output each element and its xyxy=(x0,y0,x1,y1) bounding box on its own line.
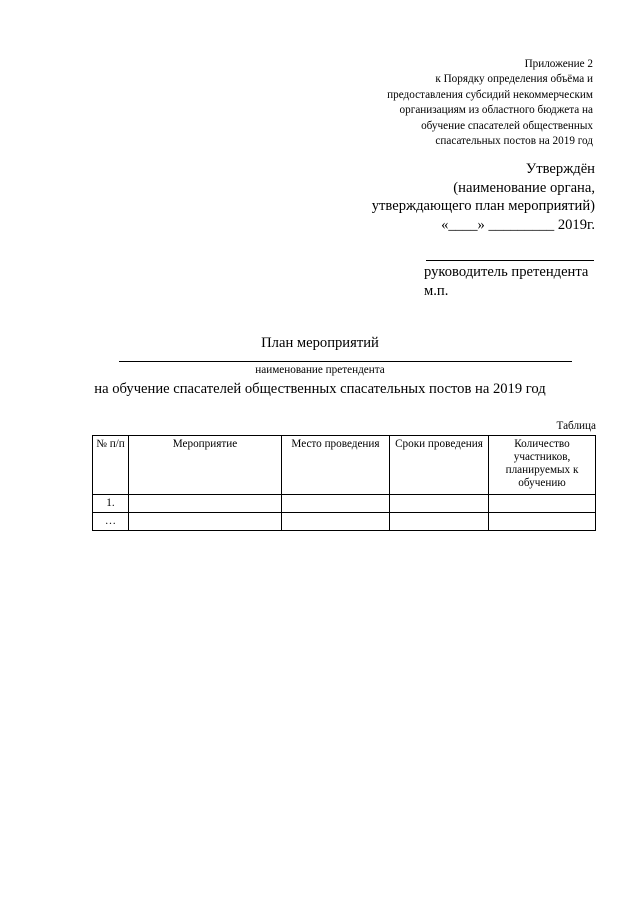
stamp-placeholder: м.п. xyxy=(424,283,449,299)
table-caption: Таблица xyxy=(556,420,596,432)
header-dates: Сроки проведения xyxy=(390,436,489,495)
table-cell xyxy=(489,495,596,513)
approval-line: утверждающего план мероприятий) xyxy=(371,198,595,214)
approval-line: (наименование органа, xyxy=(453,179,595,196)
signature-line xyxy=(426,260,594,261)
plan-subtitle: на обучение спасателей общественных спасательных постов на 2019 год xyxy=(94,381,546,397)
header-number: № п/п xyxy=(93,436,129,495)
appendix-line: спасательных постов на 2019 год xyxy=(435,135,593,148)
appendix-line: организациям из областного бюджета на xyxy=(399,104,593,117)
applicant-name-line xyxy=(119,361,572,362)
approval-block xyxy=(315,160,595,234)
table-cell xyxy=(129,513,282,531)
appendix-line: предоставления субсидий некоммерческим xyxy=(387,88,593,101)
signature-position: руководитель претендента xyxy=(424,264,589,280)
table-cell: … xyxy=(93,513,129,531)
header-event: Мероприятие xyxy=(129,436,282,495)
table-row xyxy=(93,513,596,531)
appendix-line: к Порядку определения объёма и xyxy=(435,73,593,86)
table-header-row xyxy=(93,436,596,495)
header-location: Место проведения xyxy=(282,436,390,495)
applicant-name-caption: наименование претендента xyxy=(255,364,385,376)
table-cell xyxy=(390,495,489,513)
table-cell xyxy=(282,513,390,531)
appendix-line: Приложение 2 xyxy=(524,58,593,70)
signature-block xyxy=(424,263,624,301)
appendix-note xyxy=(333,57,593,149)
header-participants: Количество участников, планируемых к обучению xyxy=(489,436,596,495)
table-cell xyxy=(282,495,390,513)
table-cell xyxy=(489,513,596,531)
approval-date: «____» _________ 2019г. xyxy=(441,216,595,233)
table-row xyxy=(93,495,596,513)
table-cell xyxy=(390,513,489,531)
appendix-line: обучение спасателей общественных xyxy=(421,119,593,132)
plan-title: План мероприятий xyxy=(261,335,379,351)
table-cell xyxy=(129,495,282,513)
plan-table xyxy=(92,435,596,531)
table-cell: 1. xyxy=(93,495,129,513)
approval-line: Утверждён xyxy=(525,161,595,177)
